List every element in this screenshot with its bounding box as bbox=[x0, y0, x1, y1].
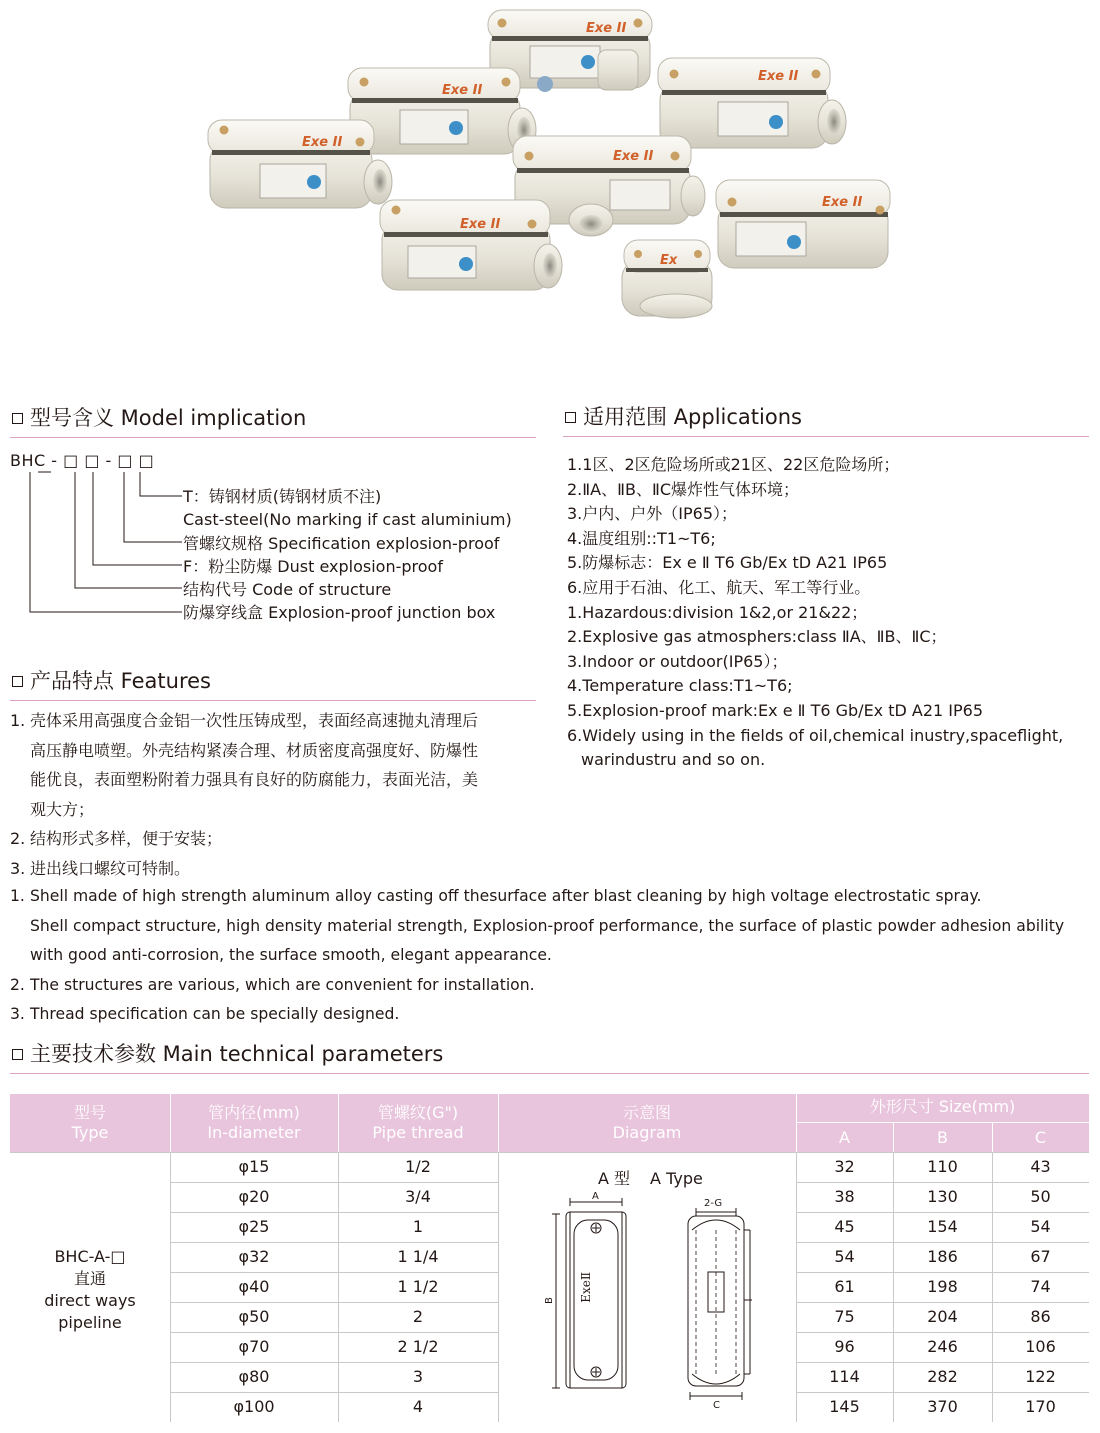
box-mark: Exe II bbox=[758, 69, 799, 84]
box-mark: Exe II bbox=[442, 83, 483, 98]
junction-box-6 bbox=[716, 180, 890, 268]
application-item: 3.户内、户外（IP65）； bbox=[567, 504, 737, 524]
exe-mark: ExeⅡ bbox=[579, 1272, 593, 1303]
cell-thread: 2 bbox=[412, 1307, 424, 1326]
cell-thread: 1/2 bbox=[405, 1157, 431, 1176]
cell-b: 154 bbox=[927, 1217, 958, 1236]
junction-box-8 bbox=[622, 240, 712, 318]
application-item: 2.Explosive gas atmosphers:class ⅡA、ⅡB、ⅡC； bbox=[567, 627, 947, 647]
cell-c: 67 bbox=[1030, 1247, 1051, 1266]
application-item: warindustru and so on. bbox=[581, 750, 766, 770]
model-leader-lines bbox=[20, 464, 190, 624]
cell-b: 204 bbox=[927, 1307, 958, 1326]
cell-thread: 3 bbox=[412, 1367, 424, 1386]
cell-thread: 1 1/2 bbox=[397, 1277, 439, 1296]
bullet-square-icon bbox=[12, 676, 23, 687]
features-cn-list bbox=[10, 706, 550, 883]
cell-c: 43 bbox=[1030, 1157, 1051, 1176]
cell-a: 75 bbox=[834, 1307, 855, 1326]
cell-a: 38 bbox=[834, 1187, 855, 1206]
cell-b: 282 bbox=[927, 1367, 958, 1386]
cell-c: 86 bbox=[1030, 1307, 1051, 1326]
cell-thread: 1 1/4 bbox=[397, 1247, 439, 1266]
box-mark: Exe II bbox=[302, 135, 343, 150]
junction-box-3 bbox=[658, 58, 846, 148]
cell-a: 61 bbox=[834, 1277, 855, 1296]
model-legend bbox=[183, 485, 512, 625]
bullet-square-icon bbox=[565, 412, 576, 423]
cell-c: 170 bbox=[1025, 1397, 1056, 1416]
features-en-list bbox=[10, 882, 1095, 1030]
features-heading: 产品特点 Features bbox=[12, 667, 211, 695]
cell-c: 74 bbox=[1030, 1277, 1051, 1296]
params-heading-rule bbox=[10, 1073, 1089, 1074]
cell-diameter: φ70 bbox=[238, 1337, 270, 1356]
params-heading: 主要技术参数 Main technical parameters bbox=[12, 1040, 443, 1068]
cell-a: 96 bbox=[834, 1337, 855, 1356]
application-item: 4.Temperature class:T1~T6; bbox=[567, 676, 793, 696]
model-line: 防爆穿线盒 Explosion-proof junction box bbox=[183, 603, 496, 623]
dim-b-label: B bbox=[544, 1297, 555, 1304]
application-item: 2.ⅡA、ⅡB、ⅡC爆炸性气体环境； bbox=[567, 479, 799, 499]
cell-a: 145 bbox=[829, 1397, 860, 1416]
cell-b: 186 bbox=[927, 1247, 958, 1266]
cell-b: 110 bbox=[927, 1157, 958, 1176]
cell-c: 54 bbox=[1030, 1217, 1051, 1236]
model-line: 管螺纹规格 Specification explosion-proof bbox=[183, 533, 500, 553]
cell-diameter: φ20 bbox=[238, 1187, 270, 1206]
dim-2g-label: 2-G bbox=[704, 1198, 723, 1209]
col-size-a: A bbox=[839, 1128, 850, 1147]
features-heading-rule bbox=[10, 700, 536, 701]
cell-diameter: φ80 bbox=[238, 1367, 270, 1386]
feature-item-cn-3: 3. 进出线口螺纹可特制。 bbox=[10, 858, 191, 878]
model-heading-rule bbox=[10, 437, 536, 438]
dim-c-label: C bbox=[713, 1400, 720, 1410]
product-photo bbox=[0, 0, 1100, 370]
application-item: 1.Hazardous:division 1&2,or 21&22； bbox=[567, 602, 868, 622]
junction-box-2 bbox=[348, 68, 536, 154]
cell-diameter: φ15 bbox=[238, 1157, 270, 1176]
applications-heading-rule bbox=[563, 436, 1089, 437]
cell-c: 122 bbox=[1025, 1367, 1056, 1386]
bullet-square-icon bbox=[12, 1049, 23, 1060]
model-code: BHC - □ □ - □ □ bbox=[10, 451, 155, 470]
feature-item-en-1: 1. Shell made of high strength aluminum alloy casting off thesurface after blast cleaning by high voltage electrostatic spray. Shell compact structure, high density material strength, Explosion-proof performance, the surface of plastic powder adhesion ability with good anti-corrosion, the surface smooth, elegant appearance. bbox=[10, 887, 1065, 964]
box-mark: Exe II bbox=[613, 149, 654, 164]
application-item: 4.温度组别::T1~T6; bbox=[567, 528, 716, 548]
application-item: 1.1区、2区危险场所或21区、22区危险场所； bbox=[567, 455, 900, 474]
diagram-title: A 型 A Type bbox=[598, 1169, 703, 1188]
col-diagram: 示意图 Diagram bbox=[612, 1103, 682, 1142]
dim-a-label: A bbox=[592, 1191, 599, 1202]
col-type: 型号 Type bbox=[71, 1103, 109, 1142]
feature-item-cn-2: 2. 结构形式多样，便于安装； bbox=[10, 829, 223, 848]
cell-a: 45 bbox=[834, 1217, 855, 1236]
type-cell: BHC-A-□ 直通 direct ways pipeline bbox=[44, 1247, 136, 1332]
model-line: 结构代号 Code of structure bbox=[183, 580, 392, 600]
col-size-b: B bbox=[937, 1128, 948, 1147]
cell-diameter: φ40 bbox=[238, 1277, 270, 1296]
col-thread: 管螺纹(G") Pipe thread bbox=[372, 1103, 464, 1142]
cell-a: 114 bbox=[829, 1367, 860, 1386]
cell-c: 50 bbox=[1030, 1187, 1051, 1206]
application-item: 3.Indoor or outdoor(IP65）； bbox=[567, 651, 788, 671]
col-size-c: C bbox=[1034, 1128, 1047, 1147]
junction-box-4 bbox=[208, 120, 392, 208]
cell-thread: 3/4 bbox=[405, 1187, 431, 1206]
cell-c: 106 bbox=[1025, 1337, 1056, 1356]
cell-b: 246 bbox=[927, 1337, 958, 1356]
model-heading: 型号含义 Model implication bbox=[12, 404, 306, 432]
cell-diameter: φ100 bbox=[233, 1397, 275, 1416]
model-line: F：粉尘防爆 Dust explosion-proof bbox=[183, 556, 443, 576]
model-line: T：铸钢材质(铸钢材质不注) bbox=[183, 487, 382, 506]
cell-diameter: φ32 bbox=[238, 1247, 270, 1266]
cell-a: 54 bbox=[834, 1247, 855, 1266]
application-item: 5.Explosion-proof mark:Ex e Ⅱ T6 Gb/Ex tD A21 IP65 bbox=[567, 700, 984, 720]
box-mark: Ex bbox=[660, 253, 678, 268]
application-item: 5.防爆标志：Ex e Ⅱ T6 Gb/Ex tD A21 IP65 bbox=[567, 553, 888, 573]
model-line: Cast-steel(No marking if cast aluminium) bbox=[183, 510, 512, 530]
col-size: 外形尺寸 Size(mm) bbox=[869, 1097, 1016, 1116]
applications-list bbox=[567, 453, 1063, 773]
type-a-diagram bbox=[540, 1190, 770, 1410]
feature-item-en-2: 2. The structures are various, which are convenient for installation. bbox=[10, 975, 535, 994]
cell-thread: 4 bbox=[412, 1397, 424, 1416]
bullet-square-icon bbox=[12, 413, 23, 424]
col-diameter: 管内径(mm) In-diameter bbox=[207, 1103, 301, 1142]
cell-thread: 1 bbox=[412, 1217, 424, 1236]
box-mark: Exe II bbox=[586, 21, 627, 36]
cell-diameter: φ50 bbox=[238, 1307, 270, 1326]
feature-item-cn-1: 1. 壳体采用高强度合金铝一次性压铸成型，表面经高速抛丸清理后 高压静电喷塑。外壳结构紧凑合理、材质密度高强度好、防爆性 能优良，表面塑粉附着力强具有良好的防腐能力，表面光洁，美 观大方； bbox=[10, 711, 479, 819]
cell-diameter: φ25 bbox=[238, 1217, 270, 1236]
junction-box-7 bbox=[380, 200, 562, 290]
box-mark: Exe II bbox=[460, 217, 501, 232]
box-mark: Exe II bbox=[822, 195, 863, 210]
application-item: 6.Widely using in the fields of oil,chemical inustry,spaceflight, bbox=[567, 725, 1064, 745]
cell-a: 32 bbox=[834, 1157, 855, 1176]
cell-thread: 2 1/2 bbox=[397, 1337, 439, 1356]
feature-item-en-3: 3. Thread specification can be specially designed. bbox=[10, 1005, 400, 1023]
cell-b: 198 bbox=[927, 1277, 958, 1296]
cell-b: 370 bbox=[927, 1397, 958, 1416]
applications-heading: 适用范围 Applications bbox=[565, 403, 802, 431]
cell-b: 130 bbox=[927, 1187, 958, 1206]
application-item: 6.应用于石油、化工、航天、军工等行业。 bbox=[567, 577, 871, 597]
